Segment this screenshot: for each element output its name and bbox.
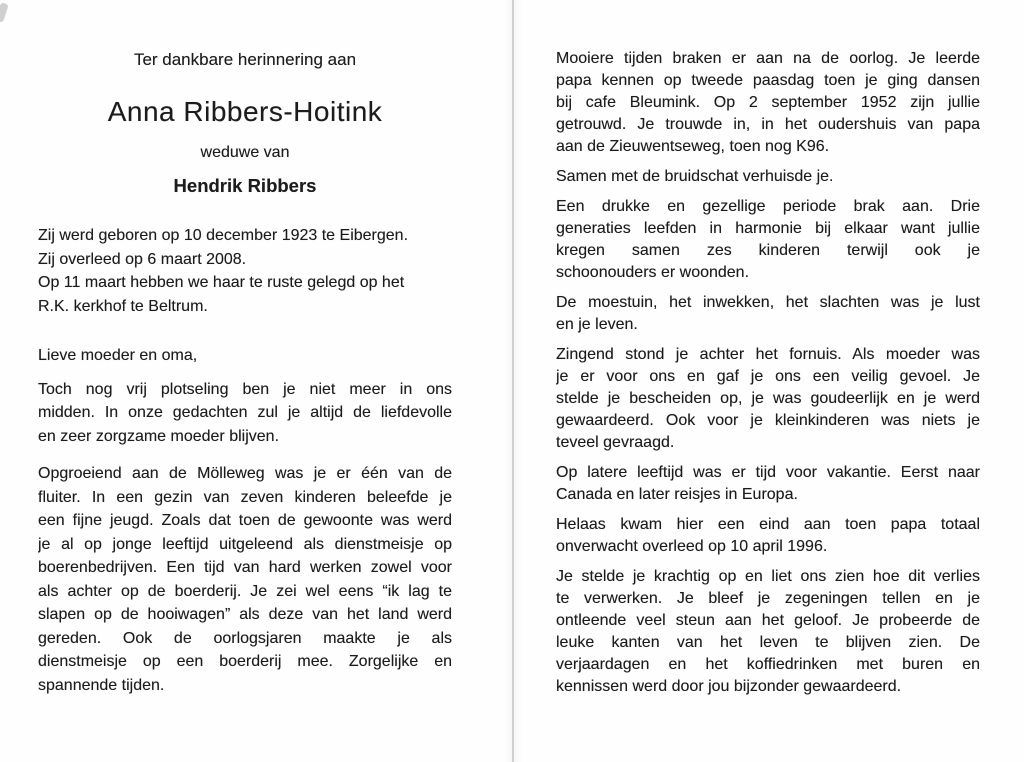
widow-of-text: weduwe van [200,144,290,161]
text-line: je er voor ons en gaf je ons een veilig gevoel. Je [556,368,980,385]
text-line: een fijne jeugd. Zoals dat toen de gewoonte was werd [38,512,452,529]
text-line: gereden. Ook de oorlogsjaren maakte je als [38,629,452,647]
paragraph [38,344,452,368]
text-line: Zingend stond je achter het fornuis. Als moeder was [556,346,980,363]
paragraph [556,462,980,506]
text-line: Helaas kwam hier een eind aan toen papa totaal [556,516,980,533]
text-line: bij cafe Bleumink. Op 2 september 1952 zijn jullie [556,94,980,111]
paragraph [38,378,452,449]
text-line: gewaardeerd. Ook voor je kleinkinderen was niets je [556,412,980,429]
text-line: je al op jonge leeftijd uitgeleend als dienstmeisje op [38,535,452,553]
dedication-text: Ter dankbare herinnering aan [133,50,357,69]
text-line: kregen samen zes kinderen terwijl ook je [556,242,980,259]
paragraph [556,166,980,188]
paragraph [556,566,980,698]
text-line: en zeer zorgzame moeder blijven. [38,427,280,445]
text-line: schoonouders er woonden. [556,264,750,281]
text-line: Een drukke en gezellige periode brak aan. Drie [556,198,980,215]
text-line: verjaardagen en het koffiedrinken met buren en [556,656,980,673]
paragraph [38,462,452,697]
card-header [38,48,452,198]
text-line: papa kennen op tweede paasdag toen je ging dansen [556,72,980,89]
text-line: Zij overleed op 6 maart 2008. [38,250,247,268]
text-line: De moestuin, het inwekken, het slachten was je lust [556,294,980,311]
text-line: Op 11 maart hebben we haar te ruste gelegd op het [38,274,405,291]
paragraph [556,344,980,454]
text-line: Lieve moeder en oma, [38,347,198,364]
text-line: onverwacht overleed op 10 april 1996. [556,538,828,555]
paragraph [556,196,980,284]
paragraph [556,48,980,158]
text-line: spannende tijden. [38,676,165,694]
text-line: Samen met de bruidschat verhuisde je. [556,168,834,185]
deceased-name: Anna Ribbers-Hoitink [107,96,383,127]
text-line: slapen op de hooiwagen” als deze van het land werd [38,606,452,623]
paragraph [556,514,980,558]
paragraph [38,224,452,318]
paragraph [556,292,980,336]
text-line: fluiter. In een gezin van zeven kinderen beleefde je [38,488,452,506]
text-line: ontleende veel steun aan het geloof. Je probeerde de [556,612,980,629]
center-fold [504,0,522,762]
text-line: R.K. kerkhof te Beltrum. [38,297,208,315]
text-line: kennissen werd door jou bijzonder gewaardeerd. [556,678,902,695]
text-line: Mooiere tijden braken er aan na de oorlog. Je leerde [556,50,980,67]
right-page [556,48,980,698]
text-line: Canada en later reisjes in Europa. [556,486,798,503]
right-page-text [556,48,980,698]
text-line: stelde je bescheiden op, je was goudeerlijk en je werd [556,390,980,407]
text-line: Je stelde je krachtig op en liet ons zien hoe dit verlies [556,568,980,585]
text-line: getrouwd. Je trouwde in, in het oudershuis van papa [556,116,980,133]
text-line: generaties leefden in harmonie bij elkaar want jullie [556,220,980,237]
text-line: als achter op de boerderij. Je zei wel eens “ik lag te [38,582,452,600]
text-line: Toch nog vrij plotseling ben je niet meer in ons [38,380,452,398]
text-line: Op latere leeftijd was er tijd voor vakantie. Eerst naar [556,464,980,481]
text-line: aan de Zieuwentseweg, toen nog K96. [556,138,830,155]
scan-artifact [0,2,9,23]
left-page [38,48,452,697]
husband-name: Hendrik Ribbers [173,175,317,196]
text-line: Opgroeiend aan de Mölleweg was je er één van de [38,465,452,482]
text-line: midden. In onze gedachten zul je altijd de liefdevolle [38,404,452,421]
text-line: te verwerken. Je bleef je zegeningen tellen en je [556,590,980,607]
text-line: teveel gevraagd. [556,434,675,451]
text-line: leuke kanten van het leven te blijven zien. De [556,634,980,651]
left-page-text [38,224,452,697]
text-line: boerenbedrijven. Een tijd van hard werken zowel voor [38,559,452,576]
text-line: Zij werd geboren op 10 december 1923 te Eibergen. [38,227,409,244]
text-line: dienstmeisje op een boerderij mee. Zorgelijke en [38,653,452,670]
text-line: en je leven. [556,316,638,333]
